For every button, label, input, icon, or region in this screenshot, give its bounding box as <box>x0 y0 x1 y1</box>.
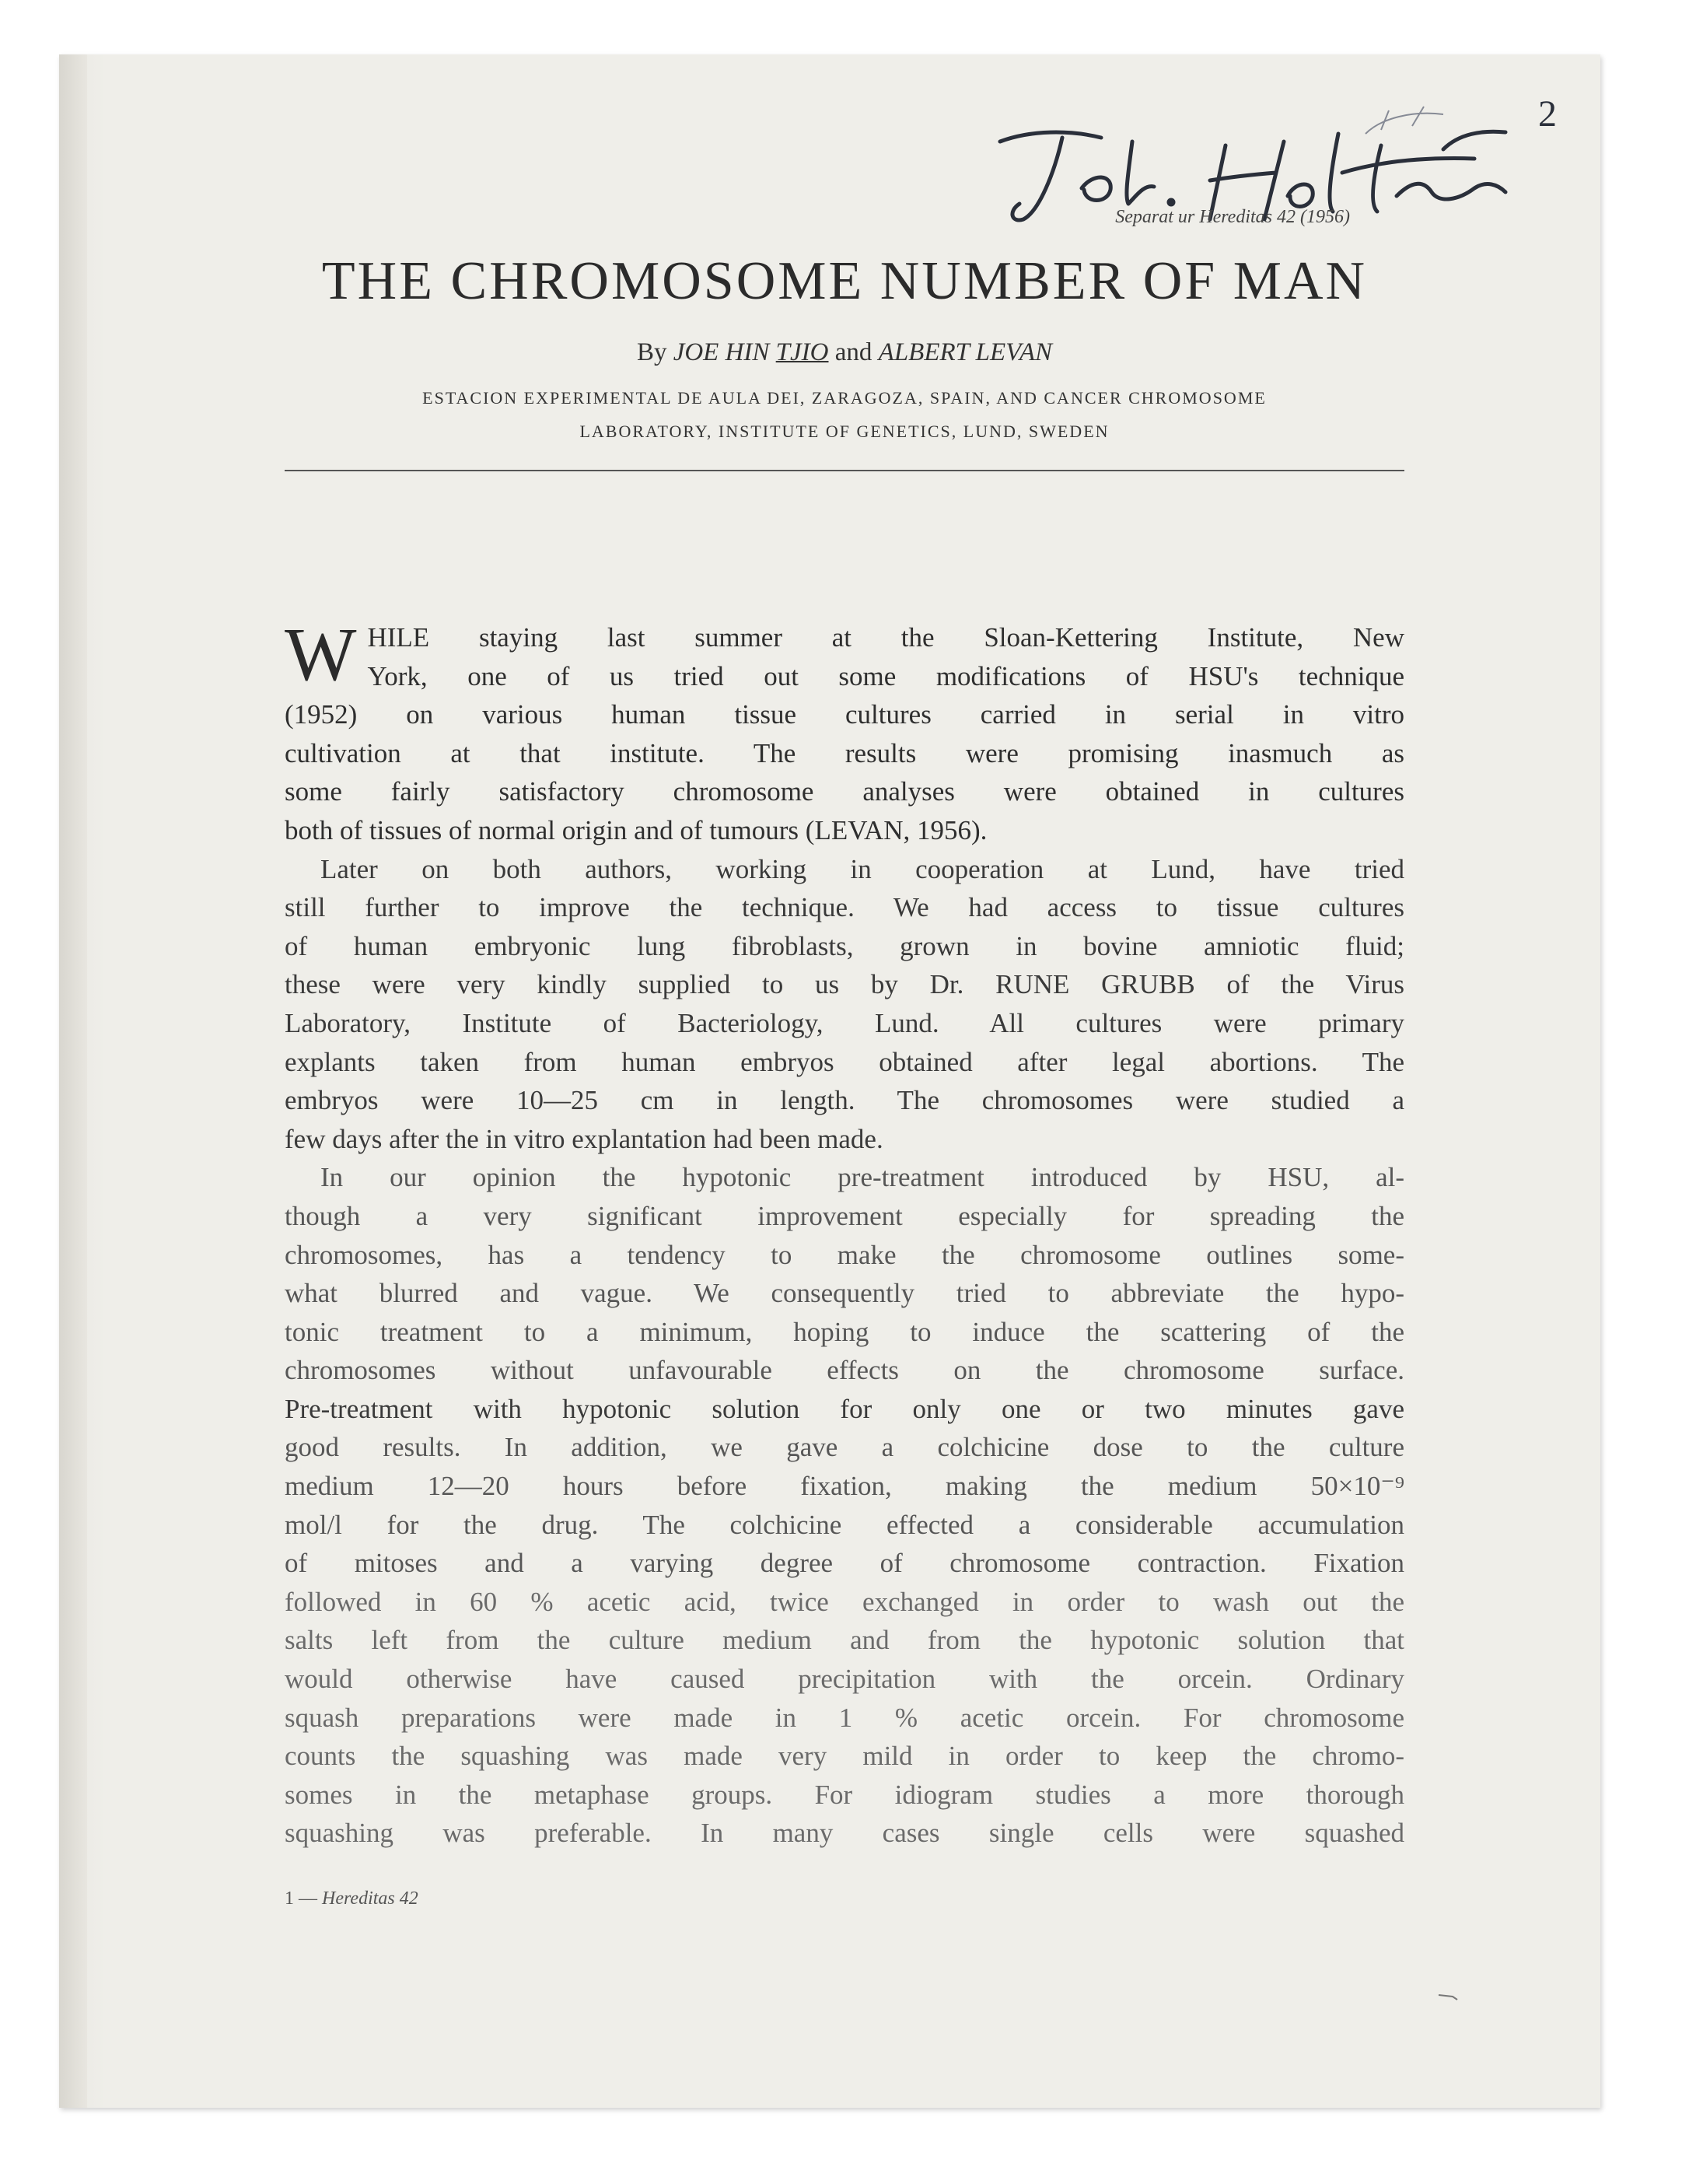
signature-superscript: 2 <box>1538 93 1557 135</box>
header-rule <box>285 470 1404 471</box>
text-line: Laboratory, Institute of Bacteriology, Lund. All cultures were primary <box>285 1007 1404 1038</box>
pencil-mark <box>1437 1987 1460 2003</box>
document-page <box>59 54 1600 2108</box>
text-line: still further to improve the technique. We had access to tissue cultures <box>285 892 1404 923</box>
text-line: counts the squashing was made very mild in order to keep the chromo- <box>285 1741 1404 1772</box>
text-line: both of tissues of normal origin and of tumours (LEVAN, 1956). <box>285 814 988 845</box>
author2: ALBERT LEVAN <box>878 338 1053 366</box>
text-line: of mitoses and a varying degree of chromosome contraction. Fixation <box>285 1548 1404 1579</box>
footer-page: 1 — <box>285 1888 317 1909</box>
paragraph-2 <box>285 850 1404 1159</box>
text-line: medium 12—20 hours before fixation, making the medium 50×10⁻⁹ <box>285 1471 1404 1502</box>
paragraph-3 <box>285 1158 1404 1853</box>
text-line: somes in the metaphase groups. For idiogram studies a more thorough <box>285 1779 1404 1810</box>
text-line: embryos were 10—25 cm in length. The chromosomes were studied a <box>285 1085 1404 1116</box>
text-line: followed in 60 % acetic acid, twice exchanged in order to wash out the <box>285 1586 1404 1617</box>
text-line: Pre-treatment with hypotonic solution for only one or two minutes gave <box>285 1393 1404 1424</box>
text-line: good results. In addition, we gave a colchicine dose to the culture <box>285 1432 1404 1463</box>
byline-and: and <box>834 338 872 366</box>
text-line: squashing was preferable. In many cases single cells were squashed <box>285 1818 1404 1849</box>
article-body <box>285 613 1404 1853</box>
text-line: Later on both authors, working in cooperation at Lund, have tried <box>320 853 1404 884</box>
text-line: chromosomes, has a tendency to make the chromosome outlines some- <box>285 1239 1404 1270</box>
page-footer <box>285 1888 418 1909</box>
text-line: explants taken from human embryos obtained after legal abortions. The <box>285 1046 1404 1077</box>
text-line: In our opinion the hypotonic pre-treatment introduced by HSU, al- <box>320 1162 1404 1193</box>
text-line: these were very kindly supplied to us by Dr. RUNE GRUBB of the Virus <box>285 969 1404 1000</box>
page-edge <box>59 54 87 2108</box>
text-line: squash preparations were made in 1 % acetic orcein. For chromosome <box>285 1702 1404 1733</box>
byline <box>285 338 1404 367</box>
byline-by: By <box>636 338 667 366</box>
text-line: salts left from the culture medium and from the hypotonic solution that <box>285 1625 1404 1656</box>
affiliation <box>285 381 1404 448</box>
paragraph-1 <box>285 613 1404 850</box>
text-line: chromosomes without unfavourable effects on the chromosome surface. <box>285 1355 1404 1386</box>
page-title: THE CHROMOSOME NUMBER OF MAN <box>321 251 1368 311</box>
footer-journal: Hereditas 42 <box>322 1888 418 1909</box>
text-line: cultivation at that institute. The results were promising inasmuch as <box>285 737 1404 768</box>
affiliation-line-2: LABORATORY, INSTITUTE OF GENETICS, LUND, SWEDEN <box>579 422 1110 441</box>
text-line: of human embryonic lung fibroblasts, grown in bovine amniotic fluid; <box>285 930 1404 961</box>
drop-cap: W <box>285 613 357 697</box>
text-line: some fairly satisfactory chromosome analyses were obtained in cultures <box>285 776 1404 807</box>
text-line: mol/l for the drug. The colchicine effected a considerable accumulation <box>285 1509 1404 1540</box>
text-line: few days after the in vitro explantation had been made. <box>285 1123 883 1154</box>
text-line: HILE staying last summer at the Sloan-Kettering Institute, New <box>367 622 1404 653</box>
separat-line: Separat ur Hereditas 42 (1956) <box>1115 207 1350 227</box>
author1-first: JOE HIN <box>673 338 770 366</box>
text-line: (1952) on various human tissue cultures carried in serial in vitro <box>285 699 1404 730</box>
text-line: though a very significant improvement especially for spreading the <box>285 1200 1404 1231</box>
author1-last: TJIO <box>775 338 829 366</box>
affiliation-line-1: ESTACION EXPERIMENTAL DE AULA DEI, ZARAGOZA, SPAIN, AND CANCER CHROMOSOME <box>422 388 1267 408</box>
text-line: what blurred and vague. We consequently tried to abbreviate the hypo- <box>285 1278 1404 1309</box>
text-line: would otherwise have caused precipitation with the orcein. Ordinary <box>285 1664 1404 1695</box>
text-line: York, one of us tried out some modifications of HSU's technique <box>367 660 1404 691</box>
text-line: tonic treatment to a minimum, hoping to induce the scattering of the <box>285 1316 1404 1347</box>
